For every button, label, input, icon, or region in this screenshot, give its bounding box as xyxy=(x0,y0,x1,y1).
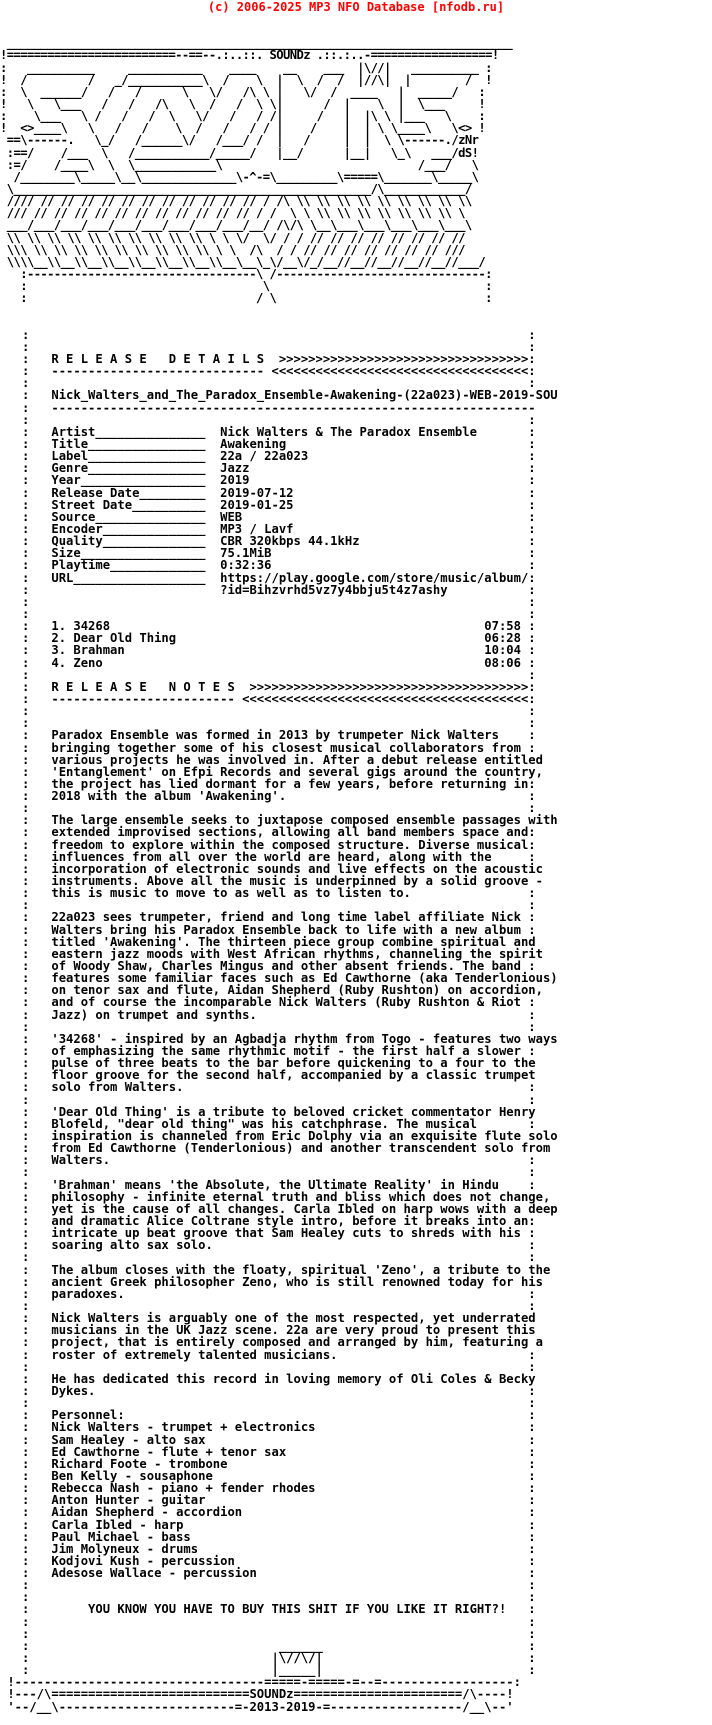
ascii-logo-line: ___/___/___/___/___/___/___/___/___/__/ /\/\ \__\___\___\___\___\___\ xyxy=(0,218,472,233)
nfo-text-line: : Nick_Walters_and_The_Paradox_Ensemble-Awakening-(22a023)-WEB-2019-SOU xyxy=(0,388,558,403)
nfo-text-line: : : xyxy=(0,1092,536,1107)
nfo-text-line: : Jazz) on trumpet and synths. : xyxy=(0,1007,536,1022)
nfo-text-line: : from Ed Cawthorne (Tenderlonious) and another transcendent solo from xyxy=(0,1141,551,1156)
nfo-text-line: : Ben Kelly - sousaphone : xyxy=(0,1468,536,1483)
nfo-text-line: : ancient Greek philosopher Zeno, who is still renowned today for his xyxy=(0,1274,543,1289)
nfo-text-line: : |\//\/| : xyxy=(0,1651,536,1666)
nfo-text-line: : Adesose Wallace - percussion : xyxy=(0,1566,536,1581)
ascii-logo-line: ==\------. \_/ /______\/ /___/ / | / | | \ \------./zNr xyxy=(0,133,479,148)
nfo-text-line: : 'Brahman' means 'the Absolute, the Ultimate Reality' in Hindu : xyxy=(0,1177,536,1192)
nfo-text-line: : 22a023 sees trumpeter, friend and long time label affiliate Nick : xyxy=(0,910,536,925)
nfo-text-line: : R E L E A S E D E T A I L S >>>>>>>>>>>>>>>>>>>>>>>>>>>>>>>>>>: xyxy=(0,352,536,366)
nfo-text-line: : Street Date__________ 2019-01-25 : xyxy=(0,497,536,512)
nfo-text-line: : : xyxy=(0,376,536,391)
nfo-text-line: : Year_________________ 2019 : xyxy=(0,473,536,488)
nfo-text-line: : 'Dear Old Thing' is a tribute to beloved cricket commentator Henry xyxy=(0,1104,536,1119)
nfo-text-line: : of Woody Shaw, Charles Mingus and other absent friends. The band : xyxy=(0,959,536,974)
nfo-body xyxy=(0,329,712,1713)
nfo-text-line: : Kodjovi Kush - percussion : xyxy=(0,1553,536,1568)
ascii-logo-line: : __________ ___________ ____ __ ___ |\//| __________ : xyxy=(0,60,492,75)
nfo-text-line: : : xyxy=(0,898,536,913)
nfo-text-line: !----------------------------------=====-=====-=--=------------------: xyxy=(0,1675,521,1690)
nfo-text-line: : : xyxy=(0,716,536,731)
ascii-logo-line: ! \ \___ / / /\ \ / / \ \| / | \ | \___ ! xyxy=(0,97,486,112)
nfo-text-line: : 2018 with the album 'Awakening'. : xyxy=(0,789,536,804)
nfo-text-line: : Carla Ibled - harp : xyxy=(0,1517,536,1532)
nfo-text-line: : Jim Molyneux - drums : xyxy=(0,1541,536,1556)
nfo-text-line: : : xyxy=(0,801,536,816)
nfo-text-line: : features some familiar faces such as Ed Cawthorne (aka Tenderlonious) xyxy=(0,971,558,986)
nfo-text-line: : Source_______________ WEB : xyxy=(0,509,536,524)
nfo-text-line: : paradoxes. : xyxy=(0,1286,536,1301)
nfo-text-line: : : xyxy=(0,1626,536,1641)
nfo-text-line: : ?id=Bihzvrhd5vz7y4bbju5t4z7ashy : xyxy=(0,582,536,597)
nfo-text-line: : : xyxy=(0,412,536,427)
nfo-text-line: : this is music to move to as well as to listen to. : xyxy=(0,886,536,901)
nfo-text-line: : The large ensemble seeks to juxtapose composed ensemble passages with xyxy=(0,813,558,828)
nfo-text-line: : : xyxy=(0,339,536,354)
nfo-text-line: : of emphasizing the same rhythmic motif - the first half a slower : xyxy=(0,1044,536,1059)
nfo-text-line: : |_____| : xyxy=(0,1663,536,1678)
nfo-text-line: : : xyxy=(0,1298,536,1313)
nfo-text-line: : ______ : xyxy=(0,1638,536,1653)
ascii-logo-line: !=========================--==--.:..::. SOUNDz .::.:..-==================! xyxy=(0,48,499,63)
ascii-logo-line: : \ ______/ / / \ \/ /\ \ | \/ / ____ | _____/ : xyxy=(0,84,486,99)
nfo-text-line: : Size_________________ 75.1MiB : xyxy=(0,546,536,561)
nfo-text-line: : Nick Walters is arguably one of the most respected, yet underrated xyxy=(0,1311,536,1326)
nfo-text-line: : : xyxy=(0,667,536,682)
ascii-logo-line: ___________________________________________________________________________ xyxy=(0,36,513,51)
nfo-text-line: : Paul Michael - bass : xyxy=(0,1529,536,1544)
nfo-text-line: : Personnel: : xyxy=(0,1408,536,1423)
nfo-text-line: : : xyxy=(0,606,536,621)
nfo-text-line: : Paradox Ensemble was formed in 2013 by trumpeter Nick Walters : xyxy=(0,728,536,743)
nfo-text-line: : and of course the incomparable Nick Walters (Ruby Rushton & Riot : xyxy=(0,995,536,1010)
nfo-text-line: : musicians in the UK Jazz scene. 22a are very proud to present this xyxy=(0,1323,536,1338)
nfo-text-line: : He has dedicated this record in loving memory of Oli Coles & Becky xyxy=(0,1371,536,1386)
ascii-logo-line: /// // // // // // // // // // // // / / \ \ \\ \\ \\ \\ \\ \\ \\ \ xyxy=(0,206,465,221)
ascii-logo-line: :=/ /____\ \ \____________\ /___/ \ xyxy=(0,157,486,172)
nfo-text-line: : : xyxy=(0,594,536,609)
nfo-text-line: : 2. Dear Old Thing 06:28 : xyxy=(0,631,536,646)
nfo-text-line: : R E L E A S E N O T E S >>>>>>>>>>>>>>>>>>>>>>>>>>>>>>>>>>>>>>: xyxy=(0,679,536,694)
ascii-logo-line: \\\\__\\__\\__\\__\\__\\__\\__\\__\__\_\/__\/_/__//__//__//__//__//___/ xyxy=(0,254,486,269)
nfo-text-line: : solo from Walters. : xyxy=(0,1080,536,1095)
nfo-text-line: : Playtime_____________ 0:32:36 : xyxy=(0,558,536,573)
nfo-text-line: : : xyxy=(0,327,536,342)
nfo-text-line: : Ed Cawthorne - flute + tenor sax : xyxy=(0,1444,536,1459)
ascii-logo-line: :==/ /___ \ /___________/_____/ |__/ |__| \_\ ___/dS! xyxy=(0,145,479,160)
nfo-text-line: : influences from all over the world are heard, along with the : xyxy=(0,849,536,864)
nfo-text-line: : Richard Foote - trombone : xyxy=(0,1456,536,1471)
ascii-logo-line: ! / / _/___________\ / \ | \ / / |//\| | / ! xyxy=(0,72,492,87)
nfo-text-line: : extended improvised sections, allowing all band members space and: xyxy=(0,825,536,840)
nfo-text-line: : Sam Healey - alto sax : xyxy=(0,1432,536,1447)
nfo-text-line: : '34268' - inspired by an Agbadja rhythm from Togo - features two ways xyxy=(0,1031,558,1046)
nfo-text-line: : : xyxy=(0,1359,536,1374)
nfo-text-line: : philosophy - infinite eternal truth and bliss which does not change, xyxy=(0,1189,551,1204)
nfo-text-line: : : xyxy=(0,1578,536,1593)
nfo-text-line: : the project has lied dormant for a few years, before returning in: xyxy=(0,776,536,791)
nfo-text-line: : ------------------------------------------------------------------ xyxy=(0,400,536,415)
nfo-text-line: : floor groove for the second half, accompanied by a classic trumpet xyxy=(0,1068,536,1083)
ascii-logo-line: : \___ \ / / / \ \/ / / /| / | |\ \ |___ \ : xyxy=(0,109,486,124)
nfo-text-line: !---/\===========================SOUNDz=======================/\----! xyxy=(0,1687,514,1702)
ascii-logo-line: ! <>____\ \ / / \ / / / / | / | | \ \____\ \<> ! xyxy=(0,121,486,136)
nfo-document xyxy=(0,13,712,1725)
nfo-text-line: : Anton Hunter - guitar : xyxy=(0,1493,536,1508)
nfo-text-line: '--/__\------------------------=-2013-2019-=------------------/__\--' xyxy=(0,1699,514,1714)
ascii-logo-line: \_____________________________________________________/\____________/ xyxy=(0,182,472,196)
nfo-text-line: : 1. 34268 07:58 : xyxy=(0,619,536,634)
nfo-text-line: : intricate up beat groove that Sam Healey cuts to shreds with his : xyxy=(0,1226,536,1241)
nfo-text-line: : Rebecca Nash - piano + fender rhodes : xyxy=(0,1481,536,1496)
nfo-text-line: : Aidan Shepherd - accordion : xyxy=(0,1505,536,1520)
nfo-text-line: : freedom to explore within the composed structure. Diverse musical: xyxy=(0,837,536,852)
nfodb-credit: (c) 2006-2025 MP3 NFO Database [nfodb.ru] xyxy=(207,0,505,14)
nfo-text-line: : URL__________________ https://play.google.com/store/music/album/: xyxy=(0,570,536,585)
nfo-text-line: : titled 'Awakening'. The thirteen piece group combine spiritual and xyxy=(0,934,536,949)
nfo-text-line: : bringing together some of his closest musical collaborators from : xyxy=(0,740,536,755)
nfo-text-line: : project, that is entirely composed and arranged by him, featuring a xyxy=(0,1335,543,1350)
nfo-text-line: : Title________________ Awakening : xyxy=(0,436,536,451)
nfo-text-line: : The album closes with the floaty, spiritual 'Zeno', a tribute to the xyxy=(0,1262,551,1277)
nfo-text-line: : 3. Brahman 10:04 : xyxy=(0,643,536,658)
nfo-text-line: : ----------------------------- <<<<<<<<<<<<<<<<<<<<<<<<<<<<<<<<<<<: xyxy=(0,364,536,379)
ascii-logo-line: /________\_____\__\______________\-^-=\_________\=====\_______\_____\ xyxy=(0,169,479,184)
ascii-logo xyxy=(0,37,712,304)
ascii-logo-line: \\ \\ \\ \\ \\ \\ \\ \\ \\ \\ \ \ \/ \/ / / // // // // // // // // xyxy=(0,230,465,245)
nfo-text-line: : Artist_______________ Nick Walters & The Paradox Ensemble : xyxy=(0,424,536,439)
nfo-text-line: : 'Entanglement' on Efpi Records and several gigs around the country, xyxy=(0,764,543,779)
nfo-text-line: : Genre________________ Jazz : xyxy=(0,461,536,476)
nfo-text-line: : : xyxy=(0,1165,536,1180)
ascii-logo-line: :----------------------------------\ /-------------------------------: xyxy=(0,266,492,281)
nfo-text-line: : : xyxy=(0,704,536,719)
nfo-text-line: : Walters. : xyxy=(0,1153,536,1168)
nfo-text-line: : : xyxy=(0,1019,536,1034)
nfo-text-line: : Nick Walters - trumpet + electronics : xyxy=(0,1420,536,1435)
ascii-logo-line: : \ : xyxy=(0,279,492,294)
nfo-text-line: : : xyxy=(0,1590,536,1605)
nfo-text-line: : instruments. Above all the music is underpinned by a solid groove - xyxy=(0,874,543,889)
nfo-text-line: : incorporation of electronic sounds and live effects on the acoustic xyxy=(0,861,543,876)
nfo-text-line: : Walters bring his Paradox Ensemble back to life with a new album : xyxy=(0,922,536,937)
nfo-text-line: : inspiration is channeled from Eric Dolphy via an exquisite flute solo xyxy=(0,1129,558,1143)
nfo-text-line: : on tenor sax and flute, Aidan Shepherd (Ruby Rushton) on accordion, xyxy=(0,983,543,998)
nfo-text-line: : yet is the cause of all changes. Carla Ibled on harp wows with a deep xyxy=(0,1201,558,1216)
nfo-text-line: : : xyxy=(0,1396,536,1411)
nfo-text-line: : 4. Zeno 08:06 : xyxy=(0,655,536,670)
ascii-logo-line: \\\ \\ \\ \\ \\ \\ \\ \\ \\ \\ \ \ /\ / / // // // // // // // /// xyxy=(0,242,465,257)
nfo-text-line: : pulse of three beats to the bar before quickening to a four to the xyxy=(0,1056,536,1071)
nfo-text-line: : : xyxy=(0,1614,536,1629)
ascii-logo-line: : / \ : xyxy=(0,291,492,306)
nfo-text-line: : Quality______________ CBR 320kbps 44.1kHz : xyxy=(0,534,536,549)
nfo-text-line: : Release Date_________ 2019-07-12 : xyxy=(0,485,536,500)
nfo-text-line: : Label________________ 22a / 22a023 : xyxy=(0,449,536,464)
nfo-text-line: : ------------------------- <<<<<<<<<<<<<<<<<<<<<<<<<<<<<<<<<<<<<<<: xyxy=(0,691,536,706)
nfo-text-line: : and dramatic Alice Coltrane style intro, before it breaks into an: xyxy=(0,1213,536,1228)
nfo-text-line: : roster of extremely talented musicians. : xyxy=(0,1347,536,1362)
nfo-text-line: : Blofeld, "dear old thing" was his catchphrase. The musical : xyxy=(0,1116,536,1131)
nfo-text-line: : eastern jazz moods with West African rhythms, channeling the spirit xyxy=(0,946,543,961)
nfo-text-line: : various projects he was involved in. After a debut release entitled xyxy=(0,752,543,767)
nfo-text-line: : soaring alto sax solo. : xyxy=(0,1238,536,1253)
nfo-text-line: : : xyxy=(0,1250,536,1265)
nfo-text-line: : Dykes. : xyxy=(0,1383,536,1398)
nfo-text-line: : YOU KNOW YOU HAVE TO BUY THIS SHIT IF YOU LIKE IT RIGHT?! : xyxy=(0,1602,536,1617)
ascii-logo-line: //// // // // // // // // // // // // / /\ \\ \\ \\ \\ \\ \\ \\ \\ \\ xyxy=(0,194,472,209)
nfo-text-line: : Encoder______________ MP3 / Lavf : xyxy=(0,521,536,536)
